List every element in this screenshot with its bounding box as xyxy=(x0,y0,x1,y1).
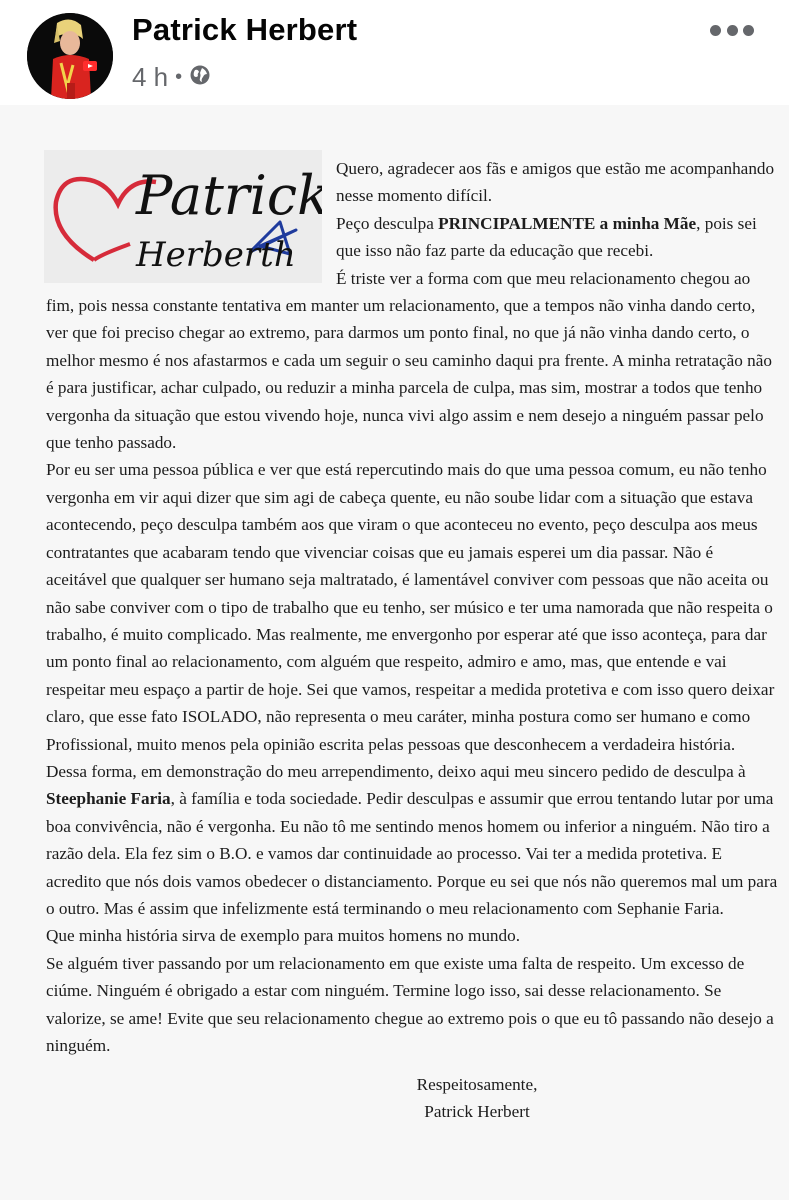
para-2-bold: Steephanie Faria xyxy=(46,789,171,809)
letter-signature-block xyxy=(46,1071,778,1125)
post-meta xyxy=(132,62,211,93)
logo-spacer xyxy=(46,155,336,289)
intro-2-bold: PRINCIPALMENTE a minha Mãe xyxy=(438,213,697,233)
post-time[interactable]: 4 h xyxy=(132,62,169,92)
letter-paragraph-3: Que minha história sirva de exemplo para muitos homens no mundo. xyxy=(46,926,520,946)
letter-text xyxy=(46,155,778,1125)
letter-intro-1: Quero, agradecer aos fãs e amigos que estão me acompanhando nesse momento difícil. xyxy=(336,159,775,206)
avatar[interactable] xyxy=(27,13,113,99)
more-dot-icon xyxy=(743,25,754,36)
letter-paragraph-1: É triste ver a forma com que meu relacionamento chegou ao fim, pois nessa constante tentativa em manter um relacionamento, que a tempos não vinha dando certo, ver que foi preciso chegar ao extremo, para darmos um ponto final, no que já não vinha dando certo, o melhor mesmo é nos afastarmos e cada um seguir o seu caminho daqui pra frente. A minha retratação não é para justificar, achar culpado, ou reduzir a minha parcela de culpa, mas sim, mostrar a todos que tenho vergonha da situação que estou vivendo hoje, nunca vivi algo assim e nem desejo a ninguém passar pelo que tenho passado. xyxy=(46,268,772,453)
closing: Respeitosamente, xyxy=(416,1075,538,1095)
letter-paragraph-2 xyxy=(46,456,778,922)
para-2-a: Por eu ser uma pessoa pública e ver que está repercutindo mais do que uma pessoa comum, eu não tenho vergonha em vir aqui dizer que sim agi de cabeça quente, eu não soube lidar com a situação que estava acontecendo, peço desculpa também aos que viram o que aconteceu no evento, peço desculpa aos meus contratantes que acabaram tendo que vivenciar coisas que eu jamais esperei um dia passar. Não é aceitável que qualquer ser humano seja maltratado, é lamentável conviver com pessoas que não aceita ou não sabe conviver com o tipo de trabalho que eu tenho, ser músico e ter uma namorada que não respeita o trabalho, é muito complicado. Mas realmente, me envergonho por esperar até que isso aconteça, para dar um ponto final ao relacionamento, com alguém que respeito, admiro e amo, mas, que entende e vai respeitar meu espaço a partir de hoje. Sei que vamos, respeitar a medida protetiva e com isso quero deixar claro, que esse fato ISOLADO, não representa o meu caráter, minha postura como ser humano e como Profissional, muito menos pela opinião escrita pelas pessoas que desconhecem a verdadeira história. Dessa forma, em demonstração do meu arrependimento, deixo aqui meu sincero pedido de desculpa à xyxy=(46,460,775,781)
more-dot-icon xyxy=(727,25,738,36)
intro-2-suffix: , pois sei que isso não faz parte da educação que recebi. xyxy=(336,213,757,261)
logo-text-patrick: Patrick xyxy=(136,164,322,227)
intro-2-prefix: Peço desculpa xyxy=(336,213,439,233)
more-options-button[interactable] xyxy=(710,22,754,38)
globe-icon[interactable] xyxy=(189,62,211,93)
letter-paragraph-4: Se alguém tiver passando por um relacionamento em que existe uma falta de respeito. Um excesso de ciúme. Ninguém é obrigado a estar com ninguém. Termine logo isso, sai desse relacionamento. Se valorize, se ame! Evite que seu relacionamento chegue ao extremo pois o que eu tô passando não desejo a ninguém. xyxy=(46,953,774,1055)
post-header xyxy=(0,0,789,105)
signature: Patrick Herbert xyxy=(424,1102,530,1122)
more-dot-icon xyxy=(710,25,721,36)
meta-separator: • xyxy=(175,66,183,88)
para-2-b: , à família e toda sociedade. Pedir desculpas e assumir que errou tentando lutar por uma boa convivência, não é vergonha. Eu não tô me sentindo menos homem ou inferior a ninguém. Não tiro a razão dela. Ela fez sim o B.O. e vamos dar continuidade ao processo. Vai ter a medida protetiva. E acredito que nós dois vamos obedecer o distanciamento. Porque eu sei que nós não queremos mal um para o outro. Mas é assim que infelizmente está terminando o meu relacionamento com Sephanie Faria. xyxy=(46,789,778,918)
author-name[interactable]: Patrick Herbert xyxy=(132,12,358,47)
logo-text-herberth: Herberth xyxy=(136,235,296,275)
